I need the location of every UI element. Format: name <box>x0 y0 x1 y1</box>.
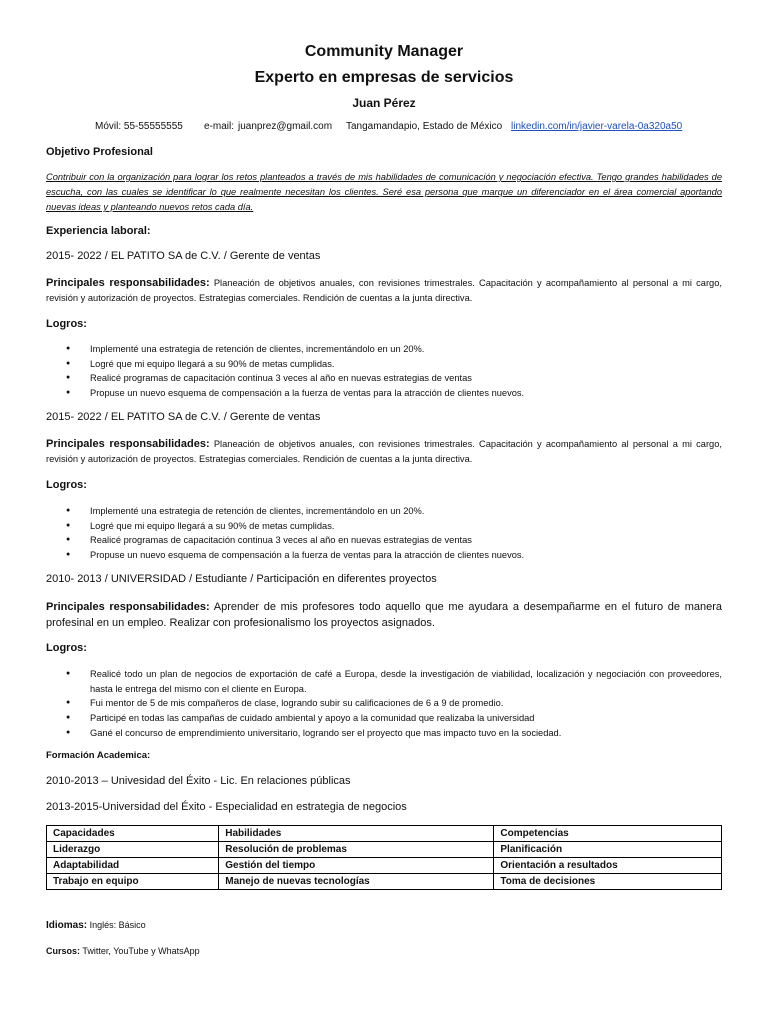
table-cell: Manejo de nuevas tecnologías <box>219 874 494 890</box>
achievements-heading: Logros: <box>46 318 87 330</box>
skills-table <box>46 825 722 890</box>
achievements-heading: Logros: <box>46 479 87 491</box>
table-row <box>47 842 722 858</box>
responsibilities-label: Principales responsabilidades: <box>46 277 210 289</box>
list-item: ● Implementé una estrategia de retención de clientes, incrementándolo en un 20%. <box>46 342 722 357</box>
courses-value: Twitter, YouTube y WhatsApp <box>82 946 200 956</box>
experience-heading: Experiencia laboral: <box>46 225 151 237</box>
achievements-list <box>46 504 722 563</box>
achievements-heading: Logros: <box>46 642 87 654</box>
table-header-cell: Capacidades <box>47 826 219 842</box>
table-row <box>47 858 722 874</box>
job-title: 2015- 2022 / EL PATITO SA de C.V. / Gerente de ventas <box>46 250 321 262</box>
table-cell: Planificación <box>494 842 722 858</box>
languages-line <box>46 920 146 931</box>
table-cell: Resolución de problemas <box>219 842 494 858</box>
job-responsibilities <box>46 599 722 631</box>
education-heading: Formación Academica: <box>46 750 151 761</box>
contact-location: Tangamandapio, Estado de México <box>346 121 503 132</box>
list-item: ● Propuse un nuevo esquema de compensación a la fuerza de ventas para la atracción de clientes nuevos. <box>46 548 722 563</box>
responsibilities-label: Principales responsabilidades: <box>46 438 210 450</box>
job-title: 2010- 2013 / UNIVERSIDAD / Estudiante / Participación en diferentes proyectos <box>46 573 437 585</box>
responsibilities-label: Principales responsabilidades: <box>46 601 210 613</box>
objective-heading: Objetivo Profesional <box>46 146 153 158</box>
languages-value: Inglés: Básico <box>89 920 146 930</box>
table-header-cell: Competencias <box>494 826 722 842</box>
achievements-list <box>46 667 722 741</box>
table-cell: Trabajo en equipo <box>47 874 219 890</box>
list-item: ● Participé en todas las campañas de cuidado ambiental y apoyo a la comunidad que realizaba la universidad <box>46 711 722 726</box>
job-responsibilities <box>46 437 722 467</box>
list-item: ● Propuse un nuevo esquema de compensación a la fuerza de ventas para la atracción de clientes nuevos. <box>46 386 722 401</box>
job-responsibilities <box>46 276 722 306</box>
table-cell: Liderazgo <box>47 842 219 858</box>
achievements-list <box>46 342 722 401</box>
languages-label: Idiomas: <box>46 920 88 931</box>
list-item: ● Realicé programas de capacitación continua 3 veces al año en nuevas estrategias de ventas <box>46 371 722 386</box>
linkedin-link[interactable]: linkedin.com/in/javier-varela-0a320a50 <box>511 121 683 132</box>
list-item: ● Implementé una estrategia de retención de clientes, incrementándolo en un 20%. <box>46 504 722 519</box>
table-cell: Adaptabilidad <box>47 858 219 874</box>
courses-line <box>46 946 200 956</box>
list-item: ● Realicé programas de capacitación continua 3 veces al año en nuevas estrategias de ventas <box>46 533 722 548</box>
objective-text: Contribuir con la organización para lograr los retos planteados a través de mis habilidades de comunicación y negociación efectiva. Tengo grandes habilidades de escucha, con las cuales se identificar lo que realmente necesitan los clientes. Seré esa persona que marque un diferenciador en el área comercial aportando nuevas ideas y planteando nuevos retos cada día. <box>46 172 722 212</box>
resume-subtitle: Experto en empresas de servicios <box>254 69 514 86</box>
list-item: ● Realicé todo un plan de negocios de exportación de café a Europa, desde la investigación de viabilidad, localización y negociación con proveedores, hasta le entrega del mismo con el cliente en Europa. <box>46 667 722 696</box>
candidate-name: Juan Pérez <box>352 96 416 110</box>
courses-label: Cursos: <box>46 946 81 956</box>
table-cell: Orientación a resultados <box>494 858 722 874</box>
job-title: 2015- 2022 / EL PATITO SA de C.V. / Gerente de ventas <box>46 411 321 423</box>
table-row <box>47 874 722 890</box>
contact-phone: Móvil: 55-55555555 <box>95 121 183 132</box>
table-header-cell: Habilidades <box>219 826 494 842</box>
table-header-row <box>47 826 722 842</box>
responsibilities-text: Planeación de objetivos anuales, con revisiones trimestrales. Capacitación y acompañamiento al personal a mi cargo, revisión y autorización de proyectos. Estrategias comerciales. Rendición de cuentas a la junta directiva. <box>46 439 722 464</box>
education-item: 2013-2015-Universidad del Éxito - Especialidad en estrategia de negocios <box>46 801 407 813</box>
list-item: ● Logré que mi equipo llegará a su 90% de metas cumplidas. <box>46 357 722 372</box>
list-item: ● Gané el concurso de emprendimiento universitario, logrando ser el proyecto que mas impacto tuvo en la sociedad. <box>46 726 722 741</box>
table-cell: Gestión del tiempo <box>219 858 494 874</box>
responsibilities-text: Planeación de objetivos anuales, con revisiones trimestrales. Capacitación y acompañamiento al personal a mi cargo, revisión y autorización de proyectos. Estrategias comerciales. Rendición de cuentas a la junta directiva. <box>46 278 722 303</box>
contact-email-label: e-mail: <box>204 121 235 132</box>
contact-email[interactable]: juanprez@gmail.com <box>238 121 333 132</box>
responsibilities-text: Aprender de mis profesores todo aquello que me ayudara a desempañarme en el futuro de manera profesinal en un empleo. Realizar con profesionalismo los proyectos asignados. <box>46 601 723 629</box>
education-item: 2010-2013 – Univesidad del Éxito - Lic. En relaciones públicas <box>46 775 351 787</box>
list-item: ● Fui mentor de 5 de mis compañeros de clase, logrando subir su calificaciones de 6 a 9 de promedio. <box>46 696 722 711</box>
table-cell: Toma de decisiones <box>494 874 722 890</box>
resume-title: Community Manager <box>304 43 464 60</box>
list-item: ● Logré que mi equipo llegará a su 90% de metas cumplidas. <box>46 519 722 534</box>
